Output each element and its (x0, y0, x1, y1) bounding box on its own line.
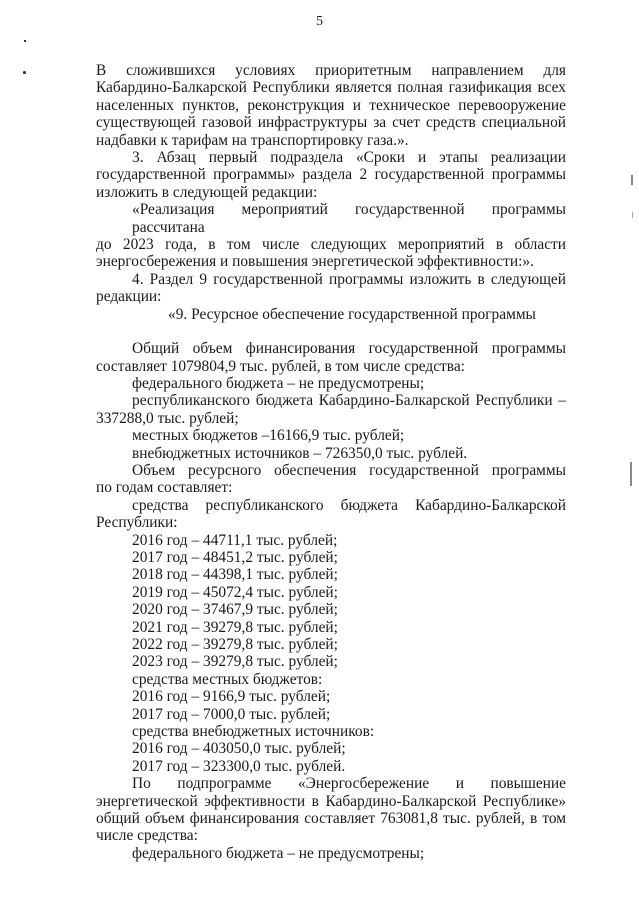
text-line: федерального бюджета – не предусмотрены; (132, 844, 425, 862)
text-line: В сложившихся условиях приоритетным направлением для (96, 62, 566, 79)
text-line: 4. Раздел 9 государственной программы изложить в следующей (132, 270, 566, 288)
text-line: редакции: (96, 288, 162, 306)
list-item: 2016 год – 9166,9 тыс. рублей; (132, 688, 331, 706)
list-item: 2018 год – 44398,1 тыс. рублей; (132, 566, 338, 584)
list-item: 2019 год – 45072,4 тыс. рублей; (132, 583, 338, 601)
text-line: 337288,0 тыс. рублей; (96, 409, 239, 427)
text-line: «Реализация мероприятий государственной программы рассчитана (132, 201, 566, 236)
text-line: существующей газовой инфраструктуры за счет средств специальной (96, 114, 566, 132)
text-line: По подпрограмме «Энергосбережение и повышение (132, 775, 566, 793)
scan-artifact (632, 212, 633, 218)
text-line: до 2023 года, в том числе следующих мероприятий в области (96, 236, 566, 254)
text-line: населенных пунктов, реконструкция и техническое перевооружение (96, 96, 566, 114)
scan-artifact (631, 175, 633, 185)
text-line: общий объем финансирования составляет 763081,8 тыс. рублей, в том (96, 810, 566, 828)
text-line: средства республиканского бюджета Кабардино-Балкарской (132, 496, 566, 514)
text-line: числе средства: (96, 827, 198, 845)
scan-artifact (23, 71, 26, 74)
text-line: составляет 1079804,9 тыс. рублей, в том числе средства: (96, 357, 465, 375)
text-line: энергосбережения и повышения энергетической эффективности:». (96, 253, 534, 271)
scan-artifact (630, 462, 632, 486)
list-item: 2016 год – 403050,0 тыс. рублей; (132, 740, 346, 758)
text-line: энергетической эффективности в Кабардино-Балкарской Республике» (96, 792, 566, 810)
text-line: государственной программы» раздела 2 государственной программы (96, 166, 566, 184)
list-item: 2017 год – 7000,0 тыс. рублей; (132, 705, 331, 723)
list-item: 2017 год – 48451,2 тыс. рублей; (132, 548, 338, 566)
page-number: 5 (316, 14, 323, 29)
text-line: изложить в следующей редакции: (96, 183, 318, 201)
list-item: 2022 год – 39279,8 тыс. рублей; (132, 636, 338, 653)
text-line: Общий объем финансирования государственной программы (132, 340, 566, 358)
text-line: по годам составляет: (96, 479, 233, 497)
text-line: республиканского бюджета Кабардино-Балкарской Республики – (132, 392, 566, 410)
list-item: 2023 год – 39279,8 тыс. рублей; (132, 653, 338, 671)
text-line: местных бюджетов –16166,9 тыс. рублей; (132, 427, 405, 445)
text-line: Республики: (96, 514, 178, 532)
text-line: надбавки к тарифам на транспортировку газа.». (96, 131, 409, 149)
scan-artifact (24, 40, 26, 42)
document-body (96, 62, 566, 862)
text-line: средства местных бюджетов: (132, 670, 323, 688)
text-line: 3. Абзац первый подраздела «Сроки и этапы реализации (132, 149, 566, 167)
text-line: Объем ресурсного обеспечения государственной программы (132, 461, 566, 479)
section-heading: «9. Ресурсное обеспечение государственной программы (168, 305, 536, 323)
list-item: 2017 год – 323300,0 тыс. рублей. (132, 757, 346, 775)
text-line: Кабардино-Балкарской Республики является полная газификация всех (96, 79, 566, 97)
spacer (96, 323, 566, 340)
list-item: 2021 год – 39279,8 тыс. рублей; (132, 618, 338, 636)
list-item: 2016 год – 44711,1 тыс. рублей; (132, 531, 338, 549)
text-line: федерального бюджета – не предусмотрены; (132, 374, 425, 392)
text-line: внебюджетных источников – 726350,0 тыс. рублей. (132, 444, 468, 462)
text-line: средства внебюджетных источников: (132, 723, 375, 741)
list-item: 2020 год – 37467,9 тыс. рублей; (132, 601, 338, 619)
